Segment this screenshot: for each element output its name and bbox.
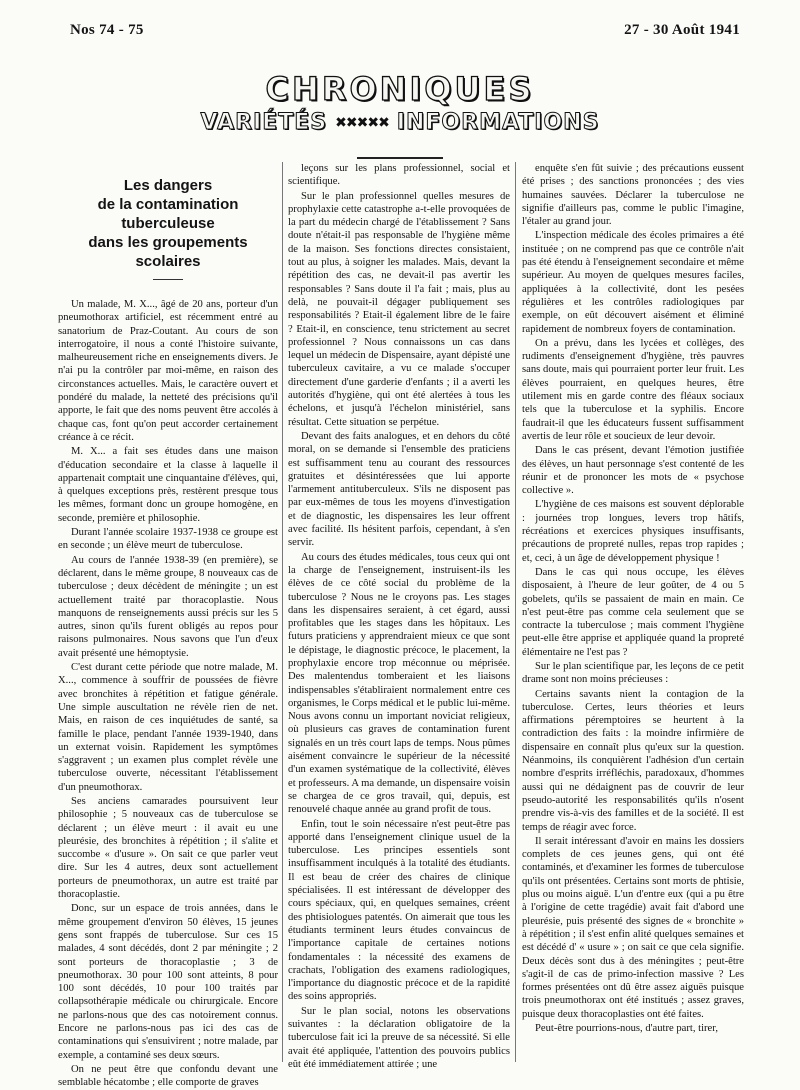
- paragraph: Enfin, tout le soin nécessaire n'est peut-être pas apporté dans l'enseignement clinique usuel de la tuberculose. Les principes essentiels sont insuffisamment inculqués à la totalité des étudiants. Il est beau de créer des chaires de clinique spécialisées. Il est intéressant de développer des cours spéciaux, qui, en quelques semaines, créent des phtisiologues patentés. On aimerait que tous les étudiants terminent leurs études convaincus de l'importance capitale de certaines notions fondamentales : la nécessité des examens de crachats, l'obligation des examens radiologiques, l'importance du diagnostic précoce et de la rapidité des soins appropriés.: [288, 818, 510, 1003]
- paragraph: L'hygiène de ces maisons est souvent déplorable : journées trop longues, levers trop hâtifs, récréations et exercices physiques insuffisants, précautions de propreté nulles, repas trop rapides ; et, ceci, à un âge de développement physique !: [522, 499, 744, 564]
- issue-number: Nos 74 - 75: [70, 22, 144, 38]
- paragraph: Durant l'année scolaire 1937-1938 ce groupe est en seconde ; un élève meurt de tuberculose.: [58, 527, 278, 552]
- title-rule: [153, 279, 183, 280]
- column-divider: [515, 162, 516, 1062]
- column-divider: [282, 162, 283, 1062]
- paragraph: Au cours des études médicales, tous ceux qui ont la charge de l'enseignement, instruisent-ils les élèves de ce côté social du problème de la tuberculose ? Nous ne le croyons pas. Les stages dans les dispensaires seraient, à cet égard, aussi profitables que les stages dans les hôpitaux. Les futurs praticiens y apprendraient mieux ce que sont le dépistage, le diagnostic précoce, le placement, la prophylaxie encore trop méconnue ou méprisée. Des malentendus tomberaient et les liaisons indispensables s'établiraient normalement entre ces organismes, le Corps médical et le public lui-même. Nous avons connu un important noviciat religieux, où plusieurs cas graves de contamination furent signalés en un très court laps de temps. Nous pûmes aisément convaincre le supérieur de la nécessité d'un examen systématique de la collectivité, élèves et professeurs. A ma demande, un dispensaire voisin se chargea de ce gros travail, qui, depuis, est renouvelé chaque année au grand profit de tous.: [288, 551, 510, 816]
- paragraph: Peut-être pourrions-nous, d'autre part, tirer,: [535, 1023, 718, 1034]
- paragraph: On a prévu, dans les lycées et collèges, des rudiments d'enseignement d'hygiène, très pauvres sans doute, mais qui pourraient porter leur fruit. Les élèves pourraient, en quelques heures, être utilement mis en garde contre des fléaux sociaux tels que la tuberculose et la syphilis. Encore faudrait-il que les éducateurs fussent suffisamment avertis de leur rôle et soucieux de leur devoir.: [522, 337, 744, 442]
- paragraph: On ne peut être que confondu devant une semblable hécatombe ; elle comporte de graves: [58, 1063, 278, 1089]
- article-column-2: [288, 162, 510, 1070]
- title-line: tuberculeuse: [121, 215, 215, 232]
- paragraph: C'est durant cette période que notre malade, M. X..., commence à souffrir de poussées de fièvre avec bronchites à répétition et fatigue générale. Une simple auscultation ne révèle rien de net. Mais, en raison de ces inquiétudes de santé, sa famille le place, pendant l'année 1939-1940, dans un externat voisin. Rapidement les symptômes s'aggravent ; un examen plus complet révèle une tuberculose ouverte, nécessitant l'établissement d'un pneumothorax.: [58, 662, 278, 793]
- masthead-informations: INFORMATIONS: [396, 110, 600, 135]
- title-line: dans les groupements scolaires: [88, 234, 248, 270]
- ornament-icon: ✖✖✖✖✖: [335, 114, 389, 131]
- masthead-title: CHRONIQUES: [265, 70, 535, 108]
- article-column-3: [522, 162, 744, 1062]
- title-line: de la contamination: [97, 196, 239, 213]
- paragraph: Ses anciens camarades poursuivent leur philosophie ; 5 nouveaux cas de tuberculose se déclarent ; un élève meurt : il avait eu une pleurésie, des bronchites à répétition ; il s'alite et succombe « d'usure ». On sait ce que parler veut dire. Sur les 4 autres, deux sont actuellement porteurs de pneumothorax, un autre est traité par thoracoplastie.: [58, 795, 278, 901]
- paragraph: Sur le plan professionnel quelles mesures de prophylaxie cette catastrophe a-t-elle provoquées de la part du médecin chargé de l'établissement ? Sans doute n'était-il pas responsable de l'hygiène même de la maison. Ses fonctions directes consistaient, tout au plus, à soigner les malades. Mais, devant la répétition des cas, ne devait-il pas avertir les responsables ? Sans doute il l'a fait ; mais, plus au delà, ne pouvait-il dégager publiquement ses responsabilités ? Etait-il également libre de le faire ? Etait-il, en conscience, tenu strictement au secret professionnel ? Nous connaissons un cas dans lequel un médecin de Dispensaire, ayant dépisté une tuberculeux cavitaire, a vu ce malade s'occuper directement d'une garderie d'enfants ; il a averti les autorités d'hygiène, qui ont été alertées à tous les échelons, et jusqu'à l'échelon ministériel, sans résultat. Cette situation se perpétue.: [288, 190, 510, 428]
- article-title: [58, 176, 278, 271]
- paragraph: Dans le cas qui nous occupe, les élèves disposaient, à l'heure de leur goûter, de 4 ou 5 gobelets, qu'ils se passaient de main en main. Ce n'est peut-être pas comme cela seulement que se contracte la tuberculose ; mais comment l'hygiène peut-elle être apprise et appliquée quand la propreté élémentaire ne l'est pas ?: [522, 566, 744, 658]
- paragraph: L'inspection médicale des écoles primaires a été instituée ; on ne comprend pas que ce contrôle n'ait pas été étendu à l'enseignement secondaire et même supérieur. Au moyen de quelques mesures faciles, appliquées à la collectivité, dont les pesées régulières et les contrôles radiologiques par exemple, on eût découvert aisément et éliminé rapidement de nombreux foyers de contamination.: [522, 230, 744, 335]
- article-column-1: [58, 162, 278, 1089]
- masthead-subtitle: [0, 110, 800, 135]
- paragraph: enquête s'en fût suivie ; des précautions eussent été prises ; des sanctions prononcées ; des vies humaines sauvées. Déclarer la tuberculose ne signifie d'ailleurs pas, comme le public l'imagine, l'étaler au grand jour.: [522, 163, 744, 228]
- paragraph: Il serait intéressant d'avoir en mains les dossiers complets de ces jeunes gens, qui ont été contaminés, et d'examiner les formes de tuberculose qu'ils ont présentées. Certains sont morts de phtisie, plus ou moins aiguë. L'un d'entre eux (qui a pu être à l'origine de cette tragédie) avait fait d'abord une pleurésie, puis présenté des signes de « bronchite » à répétition ; il s'est enfin alité quelques semaines et est décédé d' « usure » ; on sait ce que cela signifie. Deux décès sont dus à des méningites ; peut-être s'agit-il de cas de primo-infection massive ? Les formes présentées ont dû être assez aiguës puisque trois pneumothorax ont été institués ; assez graves, puisque deux thoracoplasties ont été faites.: [522, 835, 744, 1020]
- column-body: [522, 162, 744, 1035]
- paragraph: Sur le plan scientifique par, les leçons de ce petit drame sont non moins précieuses :: [522, 660, 744, 686]
- paragraph: Certains savants nient la contagion de la tuberculose. Certes, leurs théories et leurs affirmations péremptoires se heurtent à la contradiction des faits : la moindre infirmière de dispensaire en connaît plus qu'eux sur la question. Néanmoins, ils conquièrent l'adhésion d'un certain nombre d'esprits irréfléchis, paradoxaux, d'hommes aussi qui ne dédaignent pas de couvrir de leur pseudo-autorité les responsabilités qu'ils n'osent prendre vis-à-vis des familles et de la société. Il est temps de réagir avec force.: [522, 688, 744, 833]
- masthead-varietes: VARIÉTÉS: [200, 110, 328, 135]
- issue-date: 27 - 30 Août 1941: [624, 22, 740, 38]
- column-body: [288, 162, 510, 1071]
- column-body: [58, 298, 278, 1090]
- paragraph: Au cours de l'année 1938-39 (en première), se déclarent, dans le même groupe, 8 nouveaux cas de tuberculose ; deux décèdent de méningite ; un est actuellement traité par thoracoplastie. Nous manquons de renseignements aussi précis sur les 5 autres, sinon qu'ils furent obligés au repos pour raisons pulmonaires. Nous savons que l'un d'eux avait présenté une hémoptysie.: [58, 554, 278, 659]
- paragraph: Devant des faits analogues, et en dehors du côté moral, on se demande si l'ensemble des praticiens est suffisamment tenu au courant des ressources gratuites et désintéressées que lui apporte l'armement antituberculeux. S'ils ne disposent pas par eux-mêmes de tous les moyens d'investigation et de diagnostic, les dispensaires les leur offrent avec facilité. Ils hésitent parfois, cependant, à s'en servir.: [288, 430, 510, 549]
- paragraph: Dans le cas présent, devant l'émotion justifiée des élèves, un haut personnage s'est contenté de les réunir et de prononcer les mots de « psychose collective ».: [522, 445, 744, 497]
- title-line: Les dangers: [123, 177, 213, 194]
- paragraph: leçons sur les plans professionnel, social et scientifique.: [288, 163, 510, 188]
- paragraph: Donc, sur un espace de trois années, dans le même groupement d'environ 50 élèves, 15 jeunes gens sont frappés de tuberculose. Sur ces 15 malades, 4 sont décédés, dont 2 par méningite ; 2 sont porteurs de thoracoplastie ; 3 de pneumothorax. 30 pour 100 sont atteints, 8 pour 100 sont décédés, 10 pour 100 traités par collapsothérapie médicale ou chirurgicale. Encore ne parlons-nous que des cas notoirement connus. Encore ne parlons-nous pas ici des cas de contaminations qui s'ensuivirent ; notre malade, par exemple, a contaminé ses deux sœurs.: [58, 903, 278, 1061]
- masthead: [0, 70, 800, 159]
- masthead-rule: [357, 157, 443, 159]
- paragraph: Un malade, M. X..., âgé de 20 ans, porteur d'un pneumothorax artificiel, est récemment entré au sanatorium de Praz-Coutant. Au cours de son interrogatoire, il nous a conté l'histoire suivante, malheureusement riche en enseignements divers. Je n'ai pu la contrôler par moi-même, en raison des circonstances actuelles. Mais, le caractère ouvert et pondéré du malade, la netteté des précisions qu'il apporte, le fait que des noms peuvent être accolés à chaque cas, font qu'on peut accorder certainement créance à ce récit.: [58, 299, 278, 443]
- paragraph: Sur le plan social, notons les observations suivantes : la déclaration obligatoire de la tuberculose fait ici la preuve de sa nécessité. Si elle avait été appliquée, l'attention des pouvoirs publics eût été immédiatement attirée ; une: [288, 1005, 510, 1070]
- paragraph: M. X... a fait ses études dans une maison d'éducation secondaire et la classe à laquelle il appartenait comptait une cinquantaine d'élèves, qui, à quelques exceptions près, restèrent presque tous les mêmes, formant donc un groupe homogène, en seconde, première et philosophie.: [58, 446, 278, 524]
